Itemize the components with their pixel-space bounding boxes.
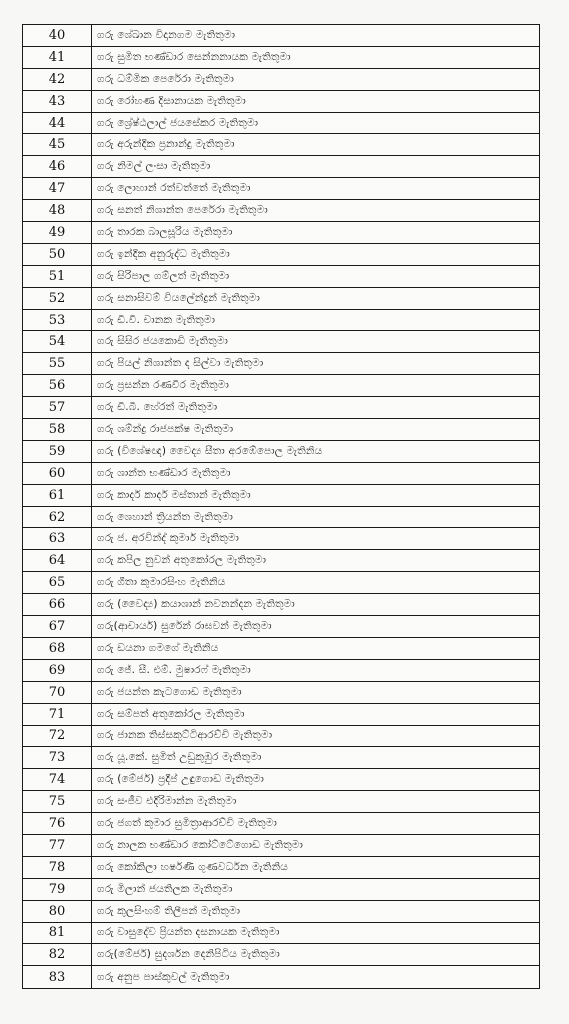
table-row <box>23 266 539 288</box>
row-number: 54 <box>23 331 92 352</box>
table-row <box>23 178 539 200</box>
row-number: 53 <box>23 310 92 331</box>
member-name: ගරු ජේ. සී. එම්. මුෂාරෆ් මැතිතුමා <box>97 663 251 676</box>
table-row <box>23 879 539 901</box>
member-name: ගරු යූ.කේ. සුමිත් උඩුකුඹුර මැතිතුමා <box>97 751 262 764</box>
row-number: 67 <box>23 616 92 637</box>
row-number: 66 <box>23 594 92 615</box>
member-name: ගරු(ආචාර්ය) සුරේන් රාඝවන් මැතිතුමා <box>97 619 272 632</box>
member-name: ගරු අරුන්දික ප්‍රනාන්දු මැතිතුමා <box>97 138 235 151</box>
table-row <box>23 200 539 222</box>
table-row <box>23 353 539 375</box>
row-number: 72 <box>23 726 92 747</box>
row-number: 61 <box>23 485 92 506</box>
member-name: ගරු ජානක තිස්සකුට්ටිආරච්චි මැතිතුමා <box>97 729 273 742</box>
table-row <box>23 572 539 594</box>
table-row <box>23 25 539 47</box>
row-number: 71 <box>23 704 92 725</box>
row-number: 75 <box>23 791 92 812</box>
table-row <box>23 550 539 572</box>
row-number: 51 <box>23 266 92 287</box>
member-name: ගරු සනත් නිශාන්ත පෙරේරා මැතිතුමා <box>97 204 268 217</box>
row-number: 55 <box>23 353 92 374</box>
member-name: ගරු ජ. අරවින්ද් කුමාර් මැතිතුමා <box>97 532 240 545</box>
row-number: 57 <box>23 397 92 418</box>
table-row <box>23 594 539 616</box>
table-row <box>23 944 539 966</box>
row-number: 69 <box>23 660 92 681</box>
table-row <box>23 244 539 266</box>
member-name: ගරු කාදර් කාදර් මස්තාන් මැතිතුමා <box>97 488 251 501</box>
table-row <box>23 616 539 638</box>
table-row <box>23 134 539 156</box>
table-row <box>23 397 539 419</box>
table-row <box>23 310 539 332</box>
table-row <box>23 507 539 529</box>
member-name: ගරු ප්‍රසන්න රණවීර මැතිතුමා <box>97 379 229 392</box>
row-number: 44 <box>23 113 92 134</box>
table-row <box>23 375 539 397</box>
member-name: ගරු (විශේෂඥ) වෛද්‍ය සීතා අරඹේපොල මැතිනිය <box>97 444 323 457</box>
member-name: ගරු මිලාන් ජයතිලක මැතිතුමා <box>97 882 233 895</box>
table-row <box>23 528 539 550</box>
row-number: 42 <box>23 69 92 90</box>
row-number: 41 <box>23 47 92 68</box>
table-row <box>23 419 539 441</box>
member-name: ගරු වාසුදේව ප්‍රියන්ත දසනායක මැතිතුමා <box>97 926 280 939</box>
member-name: ගරු නිමල් ලංසා මැතිතුමා <box>97 160 211 173</box>
member-name: ගරු සම්පත් අතුකෝරල මැතිතුමා <box>97 707 245 720</box>
member-name: ගරු ගීතා කුමාරසිංහ මැතිනිය <box>97 576 226 589</box>
member-name: ගරු (වෛද්‍ය) කයාශාන් නවනන්දන මැතිතුමා <box>97 598 295 611</box>
table-row <box>23 769 539 791</box>
table-row <box>23 156 539 178</box>
member-name: ගරු (මේජර්) ප්‍රදීප් උඳුගොඩ මැතිතුමා <box>97 773 265 786</box>
table-row <box>23 331 539 353</box>
row-number: 60 <box>23 463 92 484</box>
member-name: ගරු ඉන්දික අනුරුද්ධ මැතිතුමා <box>97 247 230 260</box>
member-name: ගරු ශේඛාන විදානගම මැතිතුමා <box>97 28 236 41</box>
member-name: ගරු(මේජර්) සුදර්ශන දෙනිපිටිය මැතිතුමා <box>97 948 280 961</box>
row-number: 52 <box>23 288 92 309</box>
member-name: ගරු ජගත් කුමාර සුමිත්‍රාආරච්චි මැතිතුමා <box>97 817 277 829</box>
row-number: 56 <box>23 375 92 396</box>
row-number: 74 <box>23 769 92 790</box>
table-row <box>23 660 539 682</box>
row-number: 43 <box>23 91 92 112</box>
row-number: 58 <box>23 419 92 440</box>
table-row <box>23 288 539 310</box>
table-row <box>23 638 539 660</box>
member-name: ගරු සිරිපාල ගම්ලත් මැතිතුමා <box>97 269 230 282</box>
member-name: ගරු රෝහණ දිසානායක මැතිතුමා <box>97 94 246 107</box>
table-row <box>23 441 539 463</box>
table-row <box>23 485 539 507</box>
table-row <box>23 791 539 813</box>
row-number: 50 <box>23 244 92 265</box>
row-number: 81 <box>23 923 92 944</box>
member-name: ගරු සනාසිවම් වියලේන්ද්‍රන් මැතිතුමා <box>97 291 260 304</box>
row-number: 80 <box>23 901 92 922</box>
row-number: 79 <box>23 879 92 900</box>
member-name: ගරු ශම්න්ද්‍ර රාජපක්ෂ මැතිතුමා <box>97 422 234 435</box>
member-name: ගරු පියල් නිශාන්ත ද සිල්වා මැතිතුමා <box>97 357 264 370</box>
table-row <box>23 222 539 244</box>
member-name: ගරු කපිල නුවන් අතුකෝරල මැතිතුමා <box>97 554 267 567</box>
table-row <box>23 682 539 704</box>
member-name: ගරු ඩී.වී. චානක මැතිතුමා <box>97 313 216 326</box>
member-name: ගරු ලොහාන් රත්වත්තේ මැතිතුමා <box>97 182 251 195</box>
row-number: 76 <box>23 813 92 834</box>
table-row <box>23 91 539 113</box>
member-name: ගරු ශ්‍රේෂ්ඨලාල් ජයසේකර මැතිතුමා <box>97 116 259 129</box>
member-name: ගරු ජයන්ත කැටගොඩ මැතිතුමා <box>97 685 242 698</box>
table-row <box>23 747 539 769</box>
row-number: 62 <box>23 507 92 528</box>
table-row <box>23 923 539 945</box>
member-name: ගරු නාලක භණ්ඩාර කෝට්ටේගොඩ මැතිතුමා <box>97 838 303 851</box>
row-number: 63 <box>23 528 92 549</box>
row-number: 70 <box>23 682 92 703</box>
table-row <box>23 69 539 91</box>
row-number: 65 <box>23 572 92 593</box>
row-number: 64 <box>23 550 92 571</box>
table-row <box>23 47 539 69</box>
row-number: 82 <box>23 944 92 965</box>
row-number: 77 <box>23 835 92 856</box>
row-number: 68 <box>23 638 92 659</box>
member-name: ගරු ශාන්ත භණ්ඩාර මැතිතුමා <box>97 466 231 479</box>
table-row <box>23 113 539 135</box>
member-name: ගරු කුලසිංහම් තිලීපන් මැතිතුමා <box>97 904 241 917</box>
member-name: ගරු සිසිර ජයකොඩි මැතිතුමා <box>97 335 229 348</box>
member-name: ගරු ශෙහාන් ත්‍රියන්ත මැතිතුමා <box>97 510 234 523</box>
table-row <box>23 835 539 857</box>
table-row <box>23 704 539 726</box>
member-name: ගරු කෝකිලා හර්ෂණී ගුණවර්ධන මැතිනිය <box>97 860 289 873</box>
member-name: ගරු සංජීව එදිරිමාන්න මැතිතුමා <box>97 795 237 808</box>
row-number: 49 <box>23 222 92 243</box>
member-name: ගරු ඩයනා ගමගේ මැතිනිය <box>97 641 219 654</box>
member-name: ගරු ධම්මික පෙරේරා මැතිතුමා <box>97 72 234 85</box>
row-number: 59 <box>23 441 92 462</box>
row-number: 78 <box>23 857 92 878</box>
row-number: 46 <box>23 156 92 177</box>
row-number: 73 <box>23 747 92 768</box>
member-name: ගරු සුමිත භණ්ඩාර සෙන්නනායක මැතිතුමා <box>97 50 291 63</box>
member-name: ගරු තාරක බාලසූරිය මැතිතුමා <box>97 225 233 238</box>
table-row <box>23 463 539 485</box>
row-number: 83 <box>23 966 92 988</box>
table-row <box>23 966 539 988</box>
table-row <box>23 857 539 879</box>
member-list-table <box>22 24 540 989</box>
table-row <box>23 901 539 923</box>
member-name: ගරු ඩී.බී. හේරත් මැතිතුමා <box>97 401 218 414</box>
row-number: 40 <box>23 25 92 46</box>
row-number: 48 <box>23 200 92 221</box>
row-number: 45 <box>23 134 92 155</box>
table-row <box>23 726 539 748</box>
row-number: 47 <box>23 178 92 199</box>
member-name: ගරු අනුප පාස්කුවල් මැතිතුමා <box>97 970 230 983</box>
table-row <box>23 813 539 835</box>
